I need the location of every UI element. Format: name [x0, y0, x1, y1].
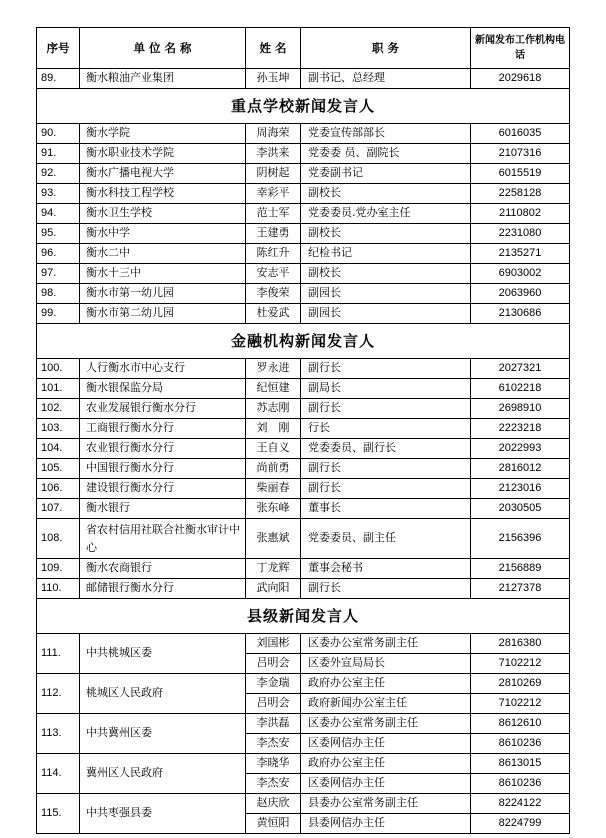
job-title: 副行长	[301, 479, 471, 499]
table-row	[37, 124, 570, 144]
job-title: 党委委员、副主任	[301, 519, 471, 559]
row-number: 98.	[37, 284, 80, 304]
job-title: 纪检书记	[301, 244, 471, 264]
job-title: 副行长	[301, 579, 471, 599]
row-number: 104.	[37, 439, 80, 459]
unit-name: 衡水二中	[80, 244, 246, 264]
phone-number: 6102218	[471, 379, 570, 399]
person-name: 赵庆欣	[246, 794, 301, 814]
row-number: 89.	[37, 69, 80, 89]
job-title: 副局长	[301, 379, 471, 399]
row-number: 97.	[37, 264, 80, 284]
table-row	[37, 304, 570, 324]
person-name: 李晓华	[246, 754, 301, 774]
phone-number: 2110802	[471, 204, 570, 224]
table-row	[37, 264, 570, 284]
person-name: 王建勇	[246, 224, 301, 244]
row-number: 108.	[37, 519, 80, 559]
job-title: 区委网信办主任	[301, 734, 471, 754]
row-number: 114.	[37, 754, 80, 794]
header-unit: 单 位 名 称	[80, 28, 246, 69]
phone-number: 8224122	[471, 794, 570, 814]
person-name: 王自义	[246, 439, 301, 459]
unit-name: 中国银行衡水分行	[80, 459, 246, 479]
person-name: 张东峰	[246, 499, 301, 519]
person-name: 吕明会	[246, 654, 301, 674]
person-name: 范士军	[246, 204, 301, 224]
table-row	[37, 439, 570, 459]
row-number: 100.	[37, 359, 80, 379]
job-title: 区委网信办主任	[301, 774, 471, 794]
unit-name: 建设银行衡水分行	[80, 479, 246, 499]
row-number: 105.	[37, 459, 80, 479]
person-name: 张惠斌	[246, 519, 301, 559]
person-name: 刘 刚	[246, 419, 301, 439]
row-number: 95.	[37, 224, 80, 244]
spokesperson-table	[36, 27, 570, 834]
person-name: 陈红升	[246, 244, 301, 264]
header-name: 姓 名	[246, 28, 301, 69]
row-number: 110.	[37, 579, 80, 599]
row-number: 112.	[37, 674, 80, 714]
person-name: 李洪磊	[246, 714, 301, 734]
phone-number: 2123016	[471, 479, 570, 499]
person-name: 李金瑞	[246, 674, 301, 694]
row-number: 92.	[37, 164, 80, 184]
person-name: 武向阳	[246, 579, 301, 599]
job-title: 副园长	[301, 284, 471, 304]
unit-name: 衡水银保监分局	[80, 379, 246, 399]
person-name: 幸彩平	[246, 184, 301, 204]
phone-number: 2063960	[471, 284, 570, 304]
job-title: 党委委员.党办室主任	[301, 204, 471, 224]
table-row	[37, 714, 570, 734]
job-title: 副书记、总经理	[301, 69, 471, 89]
section-heading-row	[37, 89, 570, 124]
job-title: 政府办公室主任	[301, 674, 471, 694]
unit-name: 衡水中学	[80, 224, 246, 244]
row-number: 91.	[37, 144, 80, 164]
unit-name: 人行衡水市中心支行	[80, 359, 246, 379]
person-name: 黄恒阳	[246, 814, 301, 834]
section-heading-row	[37, 324, 570, 359]
phone-number: 6016035	[471, 124, 570, 144]
row-number: 111.	[37, 634, 80, 674]
table-row	[37, 634, 570, 654]
job-title: 县委办公室常务副主任	[301, 794, 471, 814]
person-name: 纪恒建	[246, 379, 301, 399]
table-row	[37, 144, 570, 164]
section-title: 金融机构新闻发言人	[37, 324, 570, 359]
job-title: 副行长	[301, 459, 471, 479]
phone-number: 2156396	[471, 519, 570, 559]
job-title: 政府新闻办公室主任	[301, 694, 471, 714]
row-number: 106.	[37, 479, 80, 499]
job-title: 区委外宣局局长	[301, 654, 471, 674]
table-row	[37, 579, 570, 599]
unit-name: 衡水广播电视大学	[80, 164, 246, 184]
table-row	[37, 399, 570, 419]
person-name: 周海荣	[246, 124, 301, 144]
job-title: 副校长	[301, 264, 471, 284]
header-no: 序号	[37, 28, 80, 69]
job-title: 副园长	[301, 304, 471, 324]
section-title: 重点学校新闻发言人	[37, 89, 570, 124]
unit-name: 衡水卫生学校	[80, 204, 246, 224]
job-title: 副行长	[301, 399, 471, 419]
row-number: 113.	[37, 714, 80, 754]
phone-number: 8613015	[471, 754, 570, 774]
row-number: 94.	[37, 204, 80, 224]
unit-name: 桃城区人民政府	[80, 674, 246, 714]
unit-name: 衡水职业技术学院	[80, 144, 246, 164]
unit-name: 省农村信用社联合社衡水审计中心	[80, 519, 246, 559]
table-row	[37, 379, 570, 399]
person-name: 罗永进	[246, 359, 301, 379]
section-title: 县级新闻发言人	[37, 599, 570, 634]
table-row	[37, 224, 570, 244]
phone-number: 8610236	[471, 734, 570, 754]
person-name: 柴丽春	[246, 479, 301, 499]
table-row	[37, 499, 570, 519]
phone-number: 2810269	[471, 674, 570, 694]
phone-number: 6015519	[471, 164, 570, 184]
person-name: 杜爱武	[246, 304, 301, 324]
row-number: 107.	[37, 499, 80, 519]
phone-number: 2135271	[471, 244, 570, 264]
table-row	[37, 459, 570, 479]
unit-name: 中共冀州区委	[80, 714, 246, 754]
table-row	[37, 794, 570, 814]
job-title: 政府办公室主任	[301, 754, 471, 774]
table-row	[37, 184, 570, 204]
person-name: 李杰安	[246, 734, 301, 754]
job-title: 区委办公室常务副主任	[301, 634, 471, 654]
header-row	[37, 28, 570, 69]
job-title: 副校长	[301, 224, 471, 244]
row-number: 99.	[37, 304, 80, 324]
job-title: 党委副书记	[301, 164, 471, 184]
person-name: 苏志刚	[246, 399, 301, 419]
table-row	[37, 559, 570, 579]
section-heading-row	[37, 599, 570, 634]
unit-name: 衡水粮油产业集团	[80, 69, 246, 89]
row-number: 93.	[37, 184, 80, 204]
unit-name: 农业银行衡水分行	[80, 439, 246, 459]
phone-number: 2223218	[471, 419, 570, 439]
job-title: 区委办公室常务副主任	[301, 714, 471, 734]
job-title: 行长	[301, 419, 471, 439]
unit-name: 衡水农商银行	[80, 559, 246, 579]
row-number: 96.	[37, 244, 80, 264]
job-title: 董事长	[301, 499, 471, 519]
unit-name: 中共桃城区委	[80, 634, 246, 674]
phone-number: 2027321	[471, 359, 570, 379]
person-name: 孙玉坤	[246, 69, 301, 89]
job-title: 党委委员、副行长	[301, 439, 471, 459]
phone-number: 6903002	[471, 264, 570, 284]
phone-number: 2698910	[471, 399, 570, 419]
document-page	[36, 27, 570, 834]
unit-name: 衡水市第二幼儿园	[80, 304, 246, 324]
phone-number: 8224799	[471, 814, 570, 834]
phone-number: 2231080	[471, 224, 570, 244]
table-row	[37, 479, 570, 499]
row-number: 101.	[37, 379, 80, 399]
row-number: 103.	[37, 419, 80, 439]
phone-number: 2816012	[471, 459, 570, 479]
phone-number: 2156889	[471, 559, 570, 579]
person-name: 阴树起	[246, 164, 301, 184]
unit-name: 中共枣强县委	[80, 794, 246, 834]
unit-name: 衡水科技工程学校	[80, 184, 246, 204]
person-name: 吕明会	[246, 694, 301, 714]
person-name: 李俊荣	[246, 284, 301, 304]
job-title: 党委宣传部部长	[301, 124, 471, 144]
phone-number: 8610236	[471, 774, 570, 794]
phone-number: 2029618	[471, 69, 570, 89]
phone-number: 2107316	[471, 144, 570, 164]
unit-name: 衡水银行	[80, 499, 246, 519]
person-name: 刘国彬	[246, 634, 301, 654]
person-name: 安志平	[246, 264, 301, 284]
row-number: 90.	[37, 124, 80, 144]
person-name: 李洪来	[246, 144, 301, 164]
table-body	[37, 69, 570, 834]
table-row	[37, 359, 570, 379]
table-row	[37, 519, 570, 559]
row-number: 115.	[37, 794, 80, 834]
table-row	[37, 284, 570, 304]
row-number: 102.	[37, 399, 80, 419]
phone-number: 7102212	[471, 694, 570, 714]
phone-number: 8612610	[471, 714, 570, 734]
unit-name: 衡水学院	[80, 124, 246, 144]
unit-name: 衡水市第一幼儿园	[80, 284, 246, 304]
table-row	[37, 204, 570, 224]
table-row	[37, 69, 570, 89]
phone-number: 2816380	[471, 634, 570, 654]
job-title: 党委委 员、副院长	[301, 144, 471, 164]
job-title: 董事会秘书	[301, 559, 471, 579]
table-row	[37, 244, 570, 264]
unit-name: 冀州区人民政府	[80, 754, 246, 794]
unit-name: 衡水十三中	[80, 264, 246, 284]
table-row	[37, 754, 570, 774]
job-title: 副校长	[301, 184, 471, 204]
person-name: 丁龙辉	[246, 559, 301, 579]
job-title: 县委网信办主任	[301, 814, 471, 834]
unit-name: 农业发展银行衡水分行	[80, 399, 246, 419]
unit-name: 工商银行衡水分行	[80, 419, 246, 439]
job-title: 副行长	[301, 359, 471, 379]
header-job: 职 务	[301, 28, 471, 69]
phone-number: 7102212	[471, 654, 570, 674]
table-row	[37, 674, 570, 694]
unit-name: 邮储银行衡水分行	[80, 579, 246, 599]
table-row	[37, 419, 570, 439]
phone-number: 2022993	[471, 439, 570, 459]
row-number: 109.	[37, 559, 80, 579]
phone-number: 2127378	[471, 579, 570, 599]
header-tel: 新闻发布工作机构电话	[471, 28, 570, 69]
table-row	[37, 164, 570, 184]
person-name: 尚前勇	[246, 459, 301, 479]
person-name: 李杰安	[246, 774, 301, 794]
phone-number: 2258128	[471, 184, 570, 204]
phone-number: 2030505	[471, 499, 570, 519]
phone-number: 2130686	[471, 304, 570, 324]
